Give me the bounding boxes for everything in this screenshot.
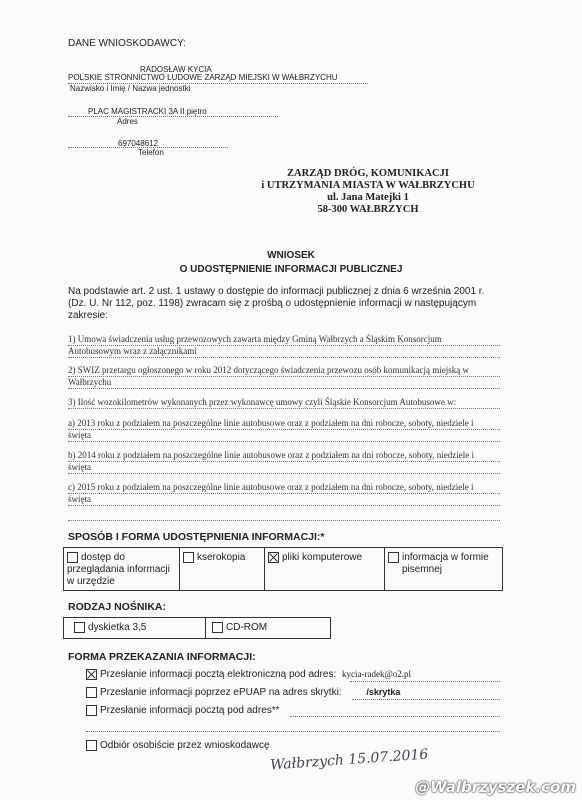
address-caption: Adres: [117, 117, 138, 126]
request-item-2: 2) SWIZ przetargu ogłoszonego w roku 2012 dotyczącego świadczenia przewozu osób komunikacją miejską w Wałbrzychu: [68, 365, 469, 387]
applicant-name: RADOSŁAW KYCIA: [140, 65, 212, 74]
request-item-b: b) 2014 roku z podziałem na poszczególne linie autobusowe oraz z podziałem na dni robocze, soboty, niedziele i święta: [68, 450, 475, 472]
checkbox-icon[interactable]: [86, 687, 97, 698]
medium-header: RODZAJ NOŚNIKA:: [68, 601, 167, 613]
delivery-email-option[interactable]: Przesłanie informacji pocztą elektroniczną pod adres: kycia-radek@o2.pl: [86, 669, 411, 680]
divider: [86, 731, 500, 732]
divider: [179, 547, 180, 591]
divider: [68, 388, 500, 389]
checkbox-icon[interactable]: [212, 622, 223, 633]
request-item-a: a) 2013 roku z podziałem na poszczególne linie autobusowe oraz z podziałem na dni robocze, soboty, niedziele i święta: [68, 418, 474, 440]
applicant-phone: 697048612: [118, 139, 159, 148]
option-in-office[interactable]: dostęp do przeglądania informacji w urzędzie: [67, 552, 170, 588]
checked-checkbox-icon[interactable]: [268, 552, 279, 563]
divider: [68, 345, 500, 346]
divider: [68, 441, 500, 442]
delivery-epuap-option[interactable]: Przesłanie informacji poprzez ePUAP na adres skrytki: /skrytka: [86, 687, 400, 698]
divider: [68, 493, 500, 494]
checked-checkbox-icon[interactable]: [86, 669, 97, 680]
option-photocopy[interactable]: kserokopia: [183, 552, 245, 563]
divider: [68, 520, 500, 521]
checkbox-icon[interactable]: [74, 622, 85, 633]
method-header: SPOSÓB I FORMA UDOSTĘPNIENIA INFORMACJI:*: [68, 531, 325, 543]
option-computer-files[interactable]: pliki komputerowe: [268, 552, 362, 563]
recipient-line: 58-300 WAŁBRZYCH: [317, 204, 419, 215]
document-subtitle: O UDOSTĘPNIENIE INFORMACJI PUBLICZNEJ: [179, 264, 403, 275]
divider: [68, 376, 500, 377]
request-item-3: 3) Ilość wozokilometrów wykonanych przez wykonawcę umowy czyli Śląskie Konsorcjum Autobusowe w:: [68, 397, 457, 407]
option-written[interactable]: informacja w formie pisemnej: [388, 552, 489, 576]
checkbox-icon[interactable]: [86, 740, 97, 751]
recipient-line: i UTRZYMANIA MIASTA W WAŁBRZYCHU: [261, 180, 475, 191]
delivery-header: FORMA PRZEKAZANIA INFORMACJI:: [68, 651, 256, 663]
intro-text: (Dz. U. Nr 112, poz. 1198) zwracam się z prośbą o udostępnienie informacji w następującym: [68, 298, 477, 309]
intro-text: Na podstawie art. 2 ust. 1 ustawy o dostępie do informacji publicznej z dnia 6 września 2001 r.: [68, 286, 485, 297]
applicant-address: PLAC MAGISTRACKI 3A II piętro: [88, 107, 207, 116]
divider: [264, 547, 265, 591]
checkbox-icon[interactable]: [183, 552, 194, 563]
divider: [384, 547, 385, 591]
option-cd-rom[interactable]: CD-ROM: [212, 622, 267, 633]
divider: [68, 461, 500, 462]
watermark-logo: @Walbrzyszek.com: [415, 778, 576, 796]
divider: [205, 617, 206, 639]
applicant-organization: POLSKIE STRONNICTWO LUDOWE ZARZĄD MIEJSKI W WAŁBRZYCHU: [68, 73, 338, 82]
divider: [350, 681, 500, 682]
delivery-post-option[interactable]: Przesłanie informacji pocztą pod adres**: [86, 705, 280, 716]
name-caption: Nazwisko i Imię / Nazwa jednostki: [70, 84, 191, 93]
divider: [352, 699, 500, 700]
divider: [68, 473, 500, 474]
checkbox-icon[interactable]: [86, 705, 97, 716]
delivery-pickup-option[interactable]: Odbiór osobiście przez wnioskodawcę: [86, 740, 270, 751]
request-item-1: 1) Umowa świadczenia usług przewozowych zawarta między Gminą Wałbrzych a Śląskim Konsorcjum Autobusowym wraz z załącznikami: [68, 334, 442, 356]
document-title: WNIOSEK: [267, 250, 315, 261]
divider: [68, 116, 278, 117]
recipient-line: ul. Jana Matejki 1: [327, 192, 409, 203]
divider: [68, 357, 500, 358]
divider: [68, 505, 500, 506]
request-item-c: c) 2015 roku z podziałem na poszczególne linie autobusowe oraz z podziałem na dni robocze, soboty, niedziele i święta: [68, 482, 474, 504]
email-value: kycia-radek@o2.pl: [342, 669, 412, 680]
intro-text: zakresie:: [68, 310, 109, 321]
option-floppy[interactable]: dyskietka 3,5: [74, 622, 146, 633]
checkbox-icon[interactable]: [67, 552, 78, 563]
handwritten-date: Wałbrzych 15.07.2016: [269, 746, 429, 774]
checkbox-icon[interactable]: [388, 552, 399, 563]
divider: [290, 716, 500, 717]
phone-caption: Telefon: [138, 148, 164, 157]
epuap-value: /skrytka: [366, 687, 401, 698]
applicant-header: DANE WNIOSKODAWCY:: [68, 38, 186, 49]
recipient-line: ZARZĄD DRÓG, KOMUNIKACJI: [287, 168, 449, 179]
divider: [68, 408, 500, 409]
divider: [68, 429, 500, 430]
